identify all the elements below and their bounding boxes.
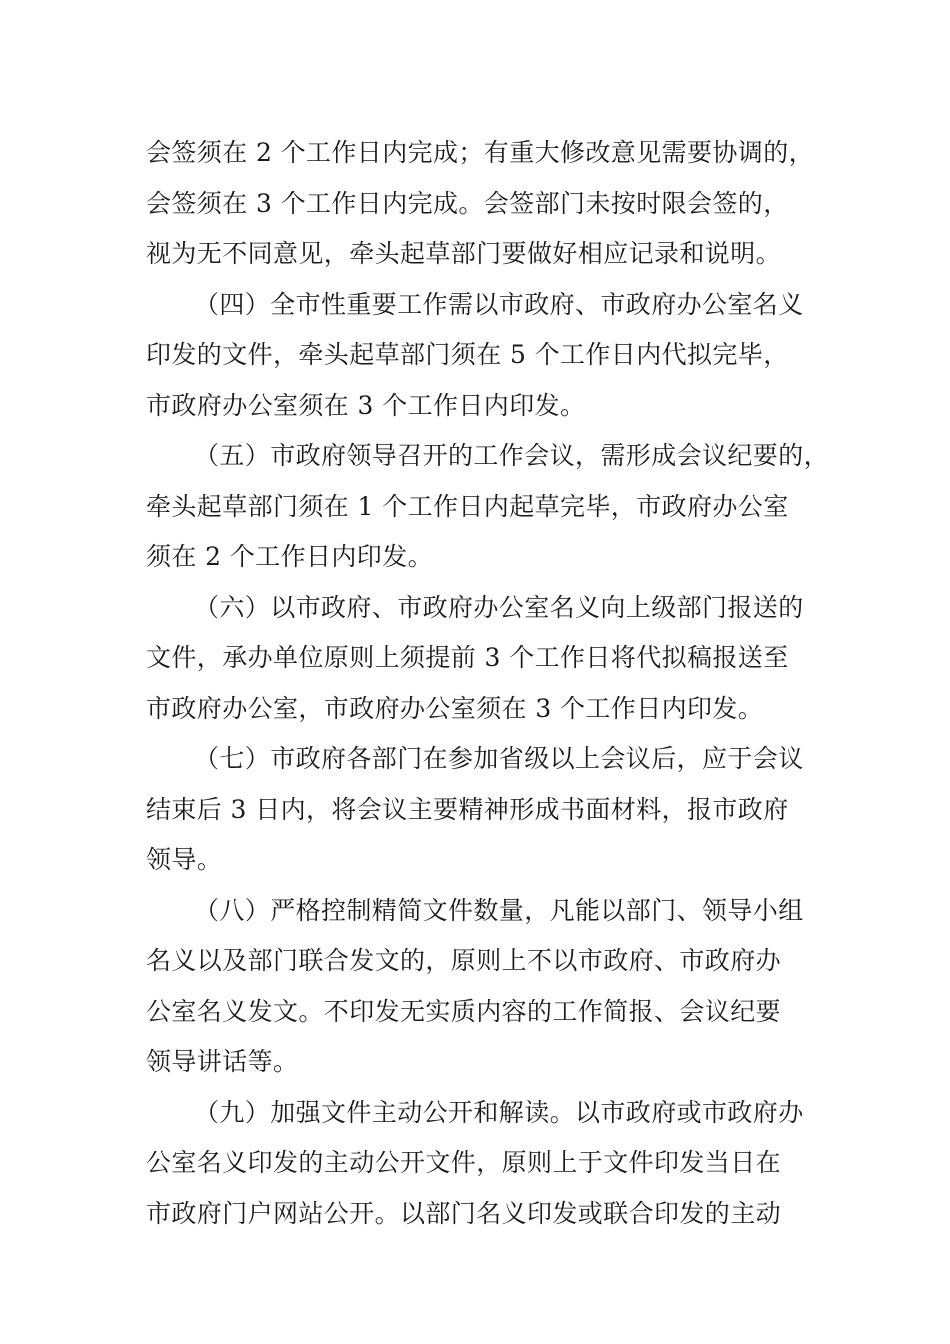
paragraph-start-line: （九）加强文件主动公开和解读。以市政府或市政府办 — [194, 1097, 804, 1127]
text-line: 会签须在 2 个工作日内完成；有重大修改意见需要协调的， — [146, 138, 815, 167]
text-line: 须在 2 个工作日内印发。 — [146, 542, 434, 571]
text-line: 牵头起草部门须在 1 个工作日内起草完毕，市政府办公室 — [146, 491, 789, 521]
text-line: 名义以及部门联合发文的，原则上不以市政府、市政府办 — [146, 946, 782, 975]
text-line: 会签须在 3 个工作日内完成。会签部门未按时限会签的， — [146, 188, 789, 218]
text-line: 市政府办公室须在 3 个工作日内印发。 — [146, 390, 586, 420]
text-line: 视为无不同意见，牵头起草部门要做好相应记录和说明。 — [146, 239, 782, 268]
text-line: 市政府门户网站公开。以部门名义印发或联合印发的主动 — [146, 1198, 782, 1228]
paragraph-start-line: （六）以市政府、市政府办公室名义向上级部门报送的 — [194, 592, 804, 622]
text-line: 领导讲话等。 — [146, 1047, 299, 1076]
paragraph-start-line: （七）市政府各部门在参加省级以上会议后，应于会议 — [194, 744, 804, 773]
text-line: 领导。 — [146, 845, 223, 874]
paragraph-start-line: （八）严格控制精简文件数量，凡能以部门、领导小组 — [194, 895, 804, 925]
document-body — [146, 128, 836, 1239]
paragraph-start-line: （四）全市性重要工作需以市政府、市政府办公室名义 — [194, 289, 804, 319]
text-line: 公室名义发文。不印发无实质内容的工作简报、会议纪要 — [146, 996, 782, 1026]
text-line: 市政府办公室，市政府办公室须在 3 个工作日内印发。 — [146, 693, 764, 723]
text-line: 印发的文件，牵头起草部门须在 5 个工作日内代拟完毕， — [146, 340, 789, 369]
paragraph-start-line: （五）市政府领导召开的工作会议，需形成会议纪要的， — [194, 441, 830, 470]
text-line: 文件，承办单位原则上须提前 3 个工作日将代拟稿报送至 — [146, 643, 789, 672]
text-line: 结束后 3 日内，将会议主要精神形成书面材料，报市政府 — [146, 794, 789, 824]
text-line: 公室名义印发的主动公开文件，原则上于文件印发当日在 — [146, 1148, 782, 1177]
